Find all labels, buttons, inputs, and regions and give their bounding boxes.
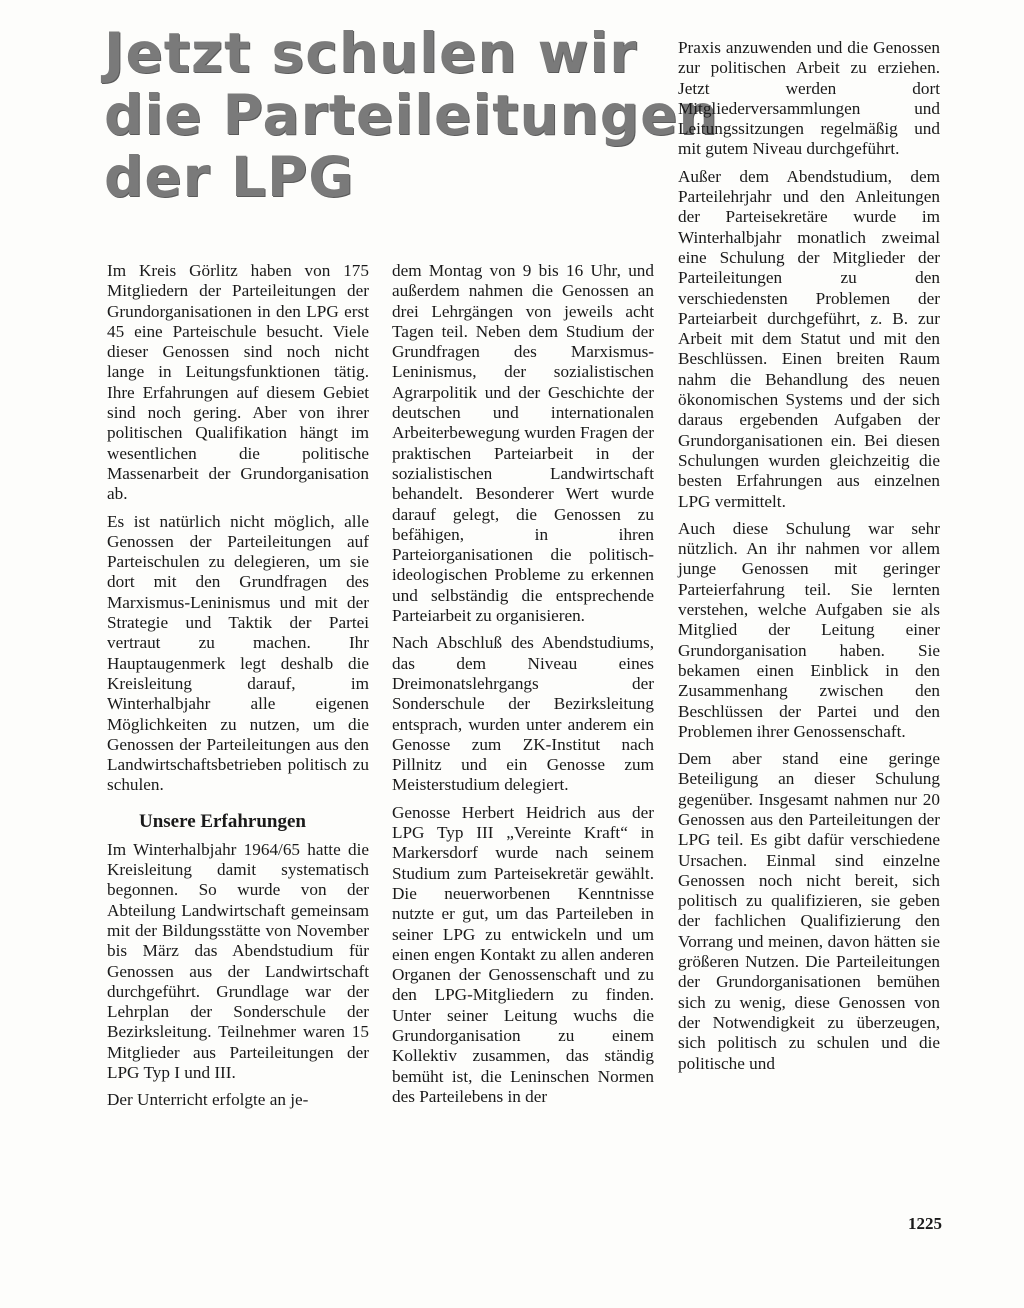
paragraph: Im Winterhalbjahr 1964/65 hatte die Kreisleitung damit systematisch begonnen. So wurde von der Abteilung Landwirtschaft gemeinsam mit der Bildungsstätte von November bis März das Abendstudium für Genossen aus der Landwirtschaft durchgeführt. Grundlage war der Lehrplan der Sonderschule der Bezirksleitung. Teilnehmer waren 15 Mitglieder aus Parteileitungen der LPG Typ I und III. [107,839,369,1082]
text-column-3 [678,38,940,1081]
paragraph: Auch diese Schulung war sehr nützlich. An ihr nahmen vor allem junge Genossen mit geringer Parteierfahrung teil. Sie lernten verstehen, welche Aufgaben sie als Mitglied der Leitung einer Grundorganisation haben. Sie bekamen einen Einblick in den Zusammenhang zwischen den Beschlüssen der Partei und den Problemen ihrer Genossenschaft. [678,518,940,741]
title-line-2: die Parteileitungen [104,83,719,147]
page-number: 1225 [908,1214,942,1233]
paragraph: Genosse Herbert Heidrich aus der LPG Typ III „Vereinte Kraft“ in Markersdorf wurde nach seinem Studium zum Parteisekretär gewählt. Die neuerworbenen Kenntnisse nutzte er gut, um das Parteileben in seiner LPG zu entwickeln und um einen engen Kontakt zu allen anderen Organen der Genossenschaft und zu den LPG-Mitgliedern zu finden. Unter seiner Leitung wuchs die Grundorganisation zu einem Kollektiv zusammen, das ständig bemüht ist, die Leninschen Normen des Parteilebens in der [392,802,654,1106]
subheading: Unsere Erfahrungen [139,810,306,832]
text-column-2 [392,261,654,1114]
article-title [104,21,719,209]
paragraph: Dem aber stand eine geringe Beteiligung an dieser Schulung gegenüber. Insgesamt nahmen nur 20 Genossen aus den Parteileitungen der LPG teil. Es gibt dafür verschiedene Ursachen. Einmal sind einzelne Genossen noch nicht bereit, sich politisch zu qualifizieren, sie geben der fachlichen Qualifizierung den Vorrang und meinen, davon hätten sie größeren Nutzen. Die Parteileitungen der Grundorganisationen bemühen sich zu wenig, diese Genossen von der Notwendigkeit zu überzeugen, sich politisch zu schulen und die politische und [678,749,940,1073]
paragraph: Praxis anzuwenden und die Genossen zur politischen Arbeit zu erziehen. Jetzt werden dort Mitgliederversammlungen und Leitungssitzungen regelmäßig und mit gutem Niveau durchgeführt. [678,38,940,159]
text-column-1 [107,261,369,1118]
paragraph: Außer dem Abendstudium, dem Parteilehrjahr und den Anleitungen der Parteisekretäre wurde im Winterhalbjahr monatlich zweimal eine Schulung der Mitglieder der Parteileitungen zu den verschiedensten Problemen der Parteiarbeit durchgeführt, z. B. zur Arbeit mit dem Statut und mit den Beschlüssen. Einen breiten Raum nahm die Behandlung des neuen ökonomischen Systems und der sich daraus ergebenden Aufgaben der Grundorganisationen ein. Bei diesen Schulungen wurden gleichzeitig die besten Erfahrungen aus einzelnen LPG vermittelt. [678,166,940,511]
paragraph: dem Montag von 9 bis 16 Uhr, und außerdem nahmen die Genossen an drei Lehrgängen von jeweils acht Tagen teil. Neben dem Studium der Grundfragen des Marxismus-Leninismus, der sozialistischen Agrarpolitik und der Geschichte der deutschen und internationalen Arbeiterbewegung wurden Fragen der praktischen Parteiarbeit in der sozialistischen Landwirtschaft behandelt. Besonderer Wert wurde darauf gelegt, die Genossen zu befähigen, in ihren Parteiorganisationen die politisch-ideologischen Probleme zu erkennen und selbständig die entsprechende Parteiarbeit zu organisieren. [392,261,655,626]
paragraph: Nach Abschluß des Abendstudiums, das dem Niveau eines Dreimonatslehrgangs der Sonderschule der Bezirksleitung entsprach, wurden unter anderem ein Genosse zum ZK-Institut nach Pillnitz und ein Genosse zum Meisterstudium delegiert. [392,633,654,795]
paragraph: Es ist natürlich nicht möglich, alle Genossen der Parteileitungen auf Parteischulen zu delegieren, um sie dort mit den Grundfragen des Marxismus-Leninismus und mit der Strategie und Taktik der Partei vertraut zu machen. Ihr Hauptaugenmerk legt deshalb die Kreisleitung darauf, im Winterhalbjahr alle eigenen Möglichkeiten zu nutzen, um die Genossen der Parteileitungen aus den Landwirtschaftsbetrieben politisch zu schulen. [107,511,369,795]
title-line-1: Jetzt schulen wir [104,21,638,85]
paragraph: Der Unterricht erfolgte an je- [107,1090,309,1110]
title-line-3: der LPG [104,145,355,209]
paragraph: Im Kreis Görlitz haben von 175 Mitgliedern der Parteileitungen der Grundorganisationen in den LPG erst 45 eine Parteischule besucht. Viele dieser Genossen sind noch nicht lange in Leitungsfunktionen tätig. Ihre Erfahrungen auf diesem Gebiet sind noch gering. Aber von ihrer politischen Qualifikation hängt im wesentlichen die politische Massenarbeit der Grundorganisation ab. [107,261,369,504]
